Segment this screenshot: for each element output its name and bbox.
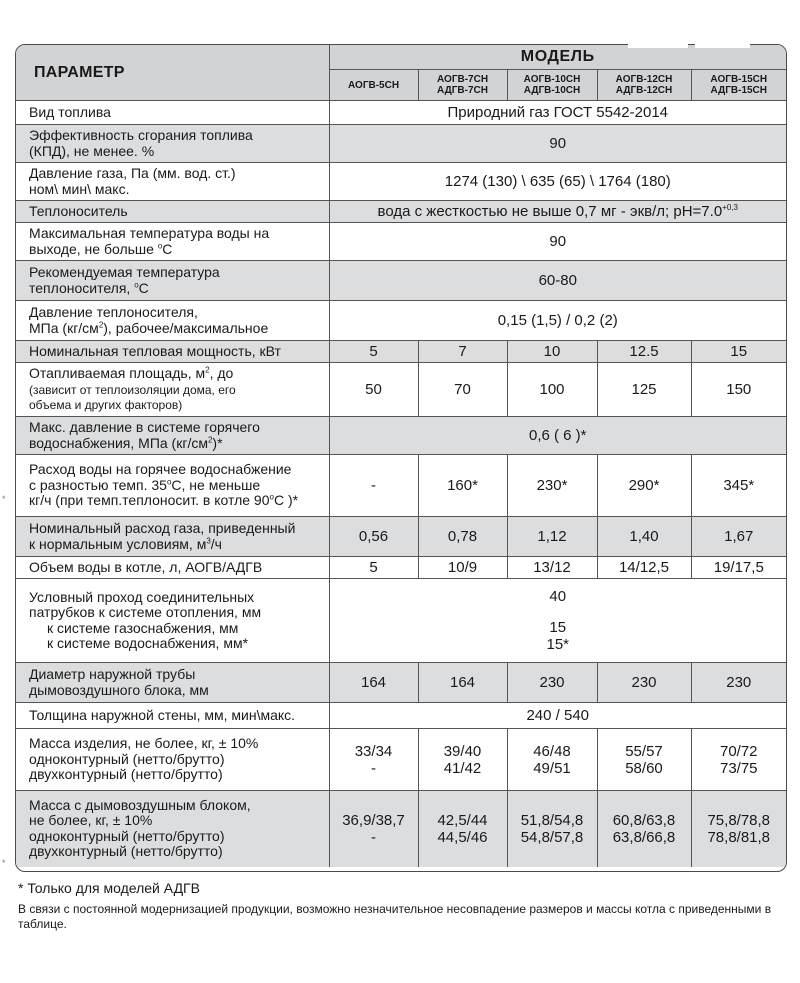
value-cell: 7 [418,341,507,363]
value-cell: 15 [691,341,786,363]
model-code-12: АОГВ-12СН АДГВ-12СН [597,70,691,101]
value-cell: 164 [418,663,507,703]
row-flue-diameter [16,663,786,703]
value-cell: 50 [329,363,418,417]
value-cell: 230 [597,663,691,703]
value-cell: 1,40 [597,517,691,557]
row-fuel [16,101,786,125]
param-value: 90 [329,125,786,163]
param-label: Давление теплоносителя, МПа $(кг/см^2)$, рабочее/максимальное [16,301,329,341]
param-label: Объем воды в котле, л, АОГВ/АДГВ [16,557,329,579]
value-cell: 19/17,5 [691,557,786,579]
value-cell: 42,5/44 44,5/46 [418,791,507,867]
row-efficiency [16,125,786,163]
value-cell: 345* [691,455,786,517]
value-cell: 1,12 [507,517,597,557]
value-cell: 230 [507,663,597,703]
param-value: 90 [329,223,786,261]
water-bore-value: 15* [546,636,570,653]
value-cell: 5 [329,557,418,579]
param-value: 240 / 540 [329,703,786,729]
model-code-10: АОГВ-10СН АДГВ-10СН [507,70,597,101]
value-cell: 51,8/54,8 54,8/57,8 [507,791,597,867]
value-cell: 150 [691,363,786,417]
value-cell: 46/48 49/51 [507,729,597,791]
row-max-temp [16,223,786,261]
border-gap [628,42,688,48]
param-value: вода с жесткостью не выше 0,7 мг - экв/л; $рН=7.0^{+0,3}$ [329,201,786,223]
edge-mark: * [2,858,6,868]
row-gas-pressure [16,163,786,201]
row-power [16,341,786,363]
row-dhw-flow [16,455,786,517]
model-code-5: АОГВ-5СН [329,70,418,101]
value-cell: 10/9 [418,557,507,579]
param-label: Диаметр наружной трубы дымовоздушного блока, мм [16,663,329,703]
footnote: * Только для моделей АДГВ [18,880,200,896]
param-value [329,579,786,663]
value-cell: - [329,455,418,517]
value-cell: 14/12,5 [597,557,691,579]
spec-table [16,45,786,867]
value-cell: 230 [691,663,786,703]
param-value: Природний газ ГОСТ 5542-2014 [329,101,786,125]
model-code-15: АОГВ-15СН АДГВ-15СН [691,70,786,101]
value-cell: 13/12 [507,557,597,579]
value-cell: 36,9/38,7 - [329,791,418,867]
sub-label-gas: к системе газоснабжения, мм [47,619,239,636]
param-label: Толщина наружной стены, мм, мин\макс. [16,703,329,729]
value-cell: 10 [507,341,597,363]
spec-table-container [15,44,787,872]
param-label: Вид топлива [16,101,329,125]
row-mass [16,729,786,791]
heating-bore-value: 40 [549,588,567,605]
row-coolant-pressure [16,301,786,341]
model-header: МОДЕЛЬ [329,45,786,70]
value-cell: 1,67 [691,517,786,557]
row-heated-area [16,363,786,417]
row-recommended-temp [16,261,786,301]
header-row [16,45,786,70]
value-cell: 33/34 - [329,729,418,791]
param-label: Эффективность сгорания топлива (КПД), не менее. % [16,125,329,163]
row-water-volume [16,557,786,579]
value-cell: 125 [597,363,691,417]
value-cell: 0,78 [418,517,507,557]
value-cell: 39/40 41/42 [418,729,507,791]
row-gas-flow [16,517,786,557]
row-dhw-pressure [16,417,786,455]
param-label: Масса с дымовоздушным блоком, не более, кг, ± 10% одноконтурный (нетто/брутто) двухконтурный (нетто/брутто) [16,791,329,867]
param-label: Давление газа, Па (мм. вод. ст.) ном\ мин\ макс. [16,163,329,201]
value-cell: 164 [329,663,418,703]
param-label: Рекомендуемая температура теплоносителя, $^о$С [16,261,329,301]
value-cell: 60,8/63,8 63,8/66,8 [597,791,691,867]
value-cell: 12.5 [597,341,691,363]
value-cell: 160* [418,455,507,517]
value-cell: 100 [507,363,597,417]
value-cell: 290* [597,455,691,517]
param-value: 0,6 ( 6 )* [329,417,786,455]
parameter-header: ПАРАМЕТР [16,45,329,101]
sub-label-water: к системе водоснабжения, мм* [47,635,249,651]
row-mass-with-flue [16,791,786,867]
value-cell: 70 [418,363,507,417]
param-label: Номинальный расход газа, приведенный к нормальным условиям, $м^3/ч$ [16,517,329,557]
param-label: Отапливаемая площадь, $м^2$, до (зависит от теплоизоляции дома, его объема и других факторов) [16,363,329,417]
param-value: 60-80 [329,261,786,301]
param-label: Масса изделия, не более, кг, ± 10% одноконтурный (нетто/брутто) двухконтурный (нетто/брутто) [16,729,329,791]
value-cell: 230* [507,455,597,517]
param-label: Максимальная температура воды на выходе, не больше $^о$С [16,223,329,261]
param-label: Номинальная тепловая мощность, кВт [16,341,329,363]
row-coolant [16,201,786,223]
border-gap [695,42,750,48]
model-code-7: АОГВ-7СН АДГВ-7СН [418,70,507,101]
row-nominal-bore [16,579,786,663]
param-value: 1274 (130) \ 635 (65) \ 1764 (180) [329,163,786,201]
edge-mark: * [2,494,6,504]
value-cell: 70/72 73/75 [691,729,786,791]
value-cell: 75,8/78,8 78,8/81,8 [691,791,786,867]
gas-bore-value: 15 [549,619,567,636]
value-cell: 55/57 58/60 [597,729,691,791]
disclaimer-note: В связи с постоянной модернизацией продукции, возможно незначительное несовпадение размеров и массы котла с приведенными в таблице. [18,902,772,931]
row-wall-thickness [16,703,786,729]
param-value: 0,15 (1,5) / 0,2 (2) [329,301,786,341]
param-label: Теплоноситель [16,201,329,223]
param-label: Расход воды на горячее водоснабжение с разностью темп. $35^оС$, не меньше кг/ч (при темп.теплоносит. в котле $90^оС$ )* [16,455,329,517]
param-label: Условный проход соединительных патрубков к системе отопления, мм к системе газоснабжения, мм к системе водоснабжения, мм* [16,579,329,663]
param-label: Макс. давление в системе горячего водоснабжения, МПа $(кг/см^2)*$ [16,417,329,455]
value-cell: 5 [329,341,418,363]
value-cell: 0,56 [329,517,418,557]
